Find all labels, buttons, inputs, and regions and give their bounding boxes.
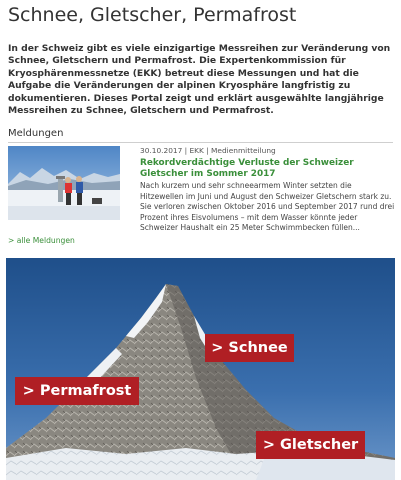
intro-text: In der Schweiz gibt es viele einzigartige Messreihen zur Veränderung von Schnee, Gletschern und Permafrost. Die Expertenkommission für Kryosphärenmessnetze (EKK) betreut diese Messungen und hat die Aufgabe die Veränderungen der alpinen Kryosphäre langfristig zu dokumentieren. Dieses Portal zeigt und erklärt ausgewählte langjährige Messreihen zu Schnee, Gletschern und Permafrost. [8, 43, 391, 117]
news-meta: 30.10.2017 | EKK | Medienmitteilung [140, 146, 276, 155]
news-teaser: Nach kurzem und sehr schneearmem Winter setzten die Hitzewellen im Juni und August den Schweizer Gletschern stark zu. Sie verloren zwischen Oktober 2016 und September 2017 rund drei Prozent ihres Eisvolumens – mit dem Wasser könnte jeder Schweizer Haushalt ein 25 Meter Schwimmbecken füllen... [140, 181, 395, 233]
permafrost-button[interactable]: > Permafrost [15, 377, 139, 405]
snow-button[interactable]: > Schnee [205, 334, 294, 362]
section-divider [8, 142, 393, 143]
page-title: Schnee, Gletscher, Permafrost [8, 4, 297, 26]
glacier-button[interactable]: > Gletscher [256, 431, 365, 459]
news-section-title: Meldungen [8, 128, 64, 139]
news-headline-link[interactable]: Rekordverdächtige Verluste der Schweizer Gletscher im Sommer 2017 [140, 158, 354, 179]
glacier-photo [8, 146, 120, 220]
news-thumbnail[interactable] [8, 146, 120, 220]
all-news-link[interactable]: > alle Meldungen [8, 236, 75, 245]
cryosphere-hero [6, 258, 395, 480]
